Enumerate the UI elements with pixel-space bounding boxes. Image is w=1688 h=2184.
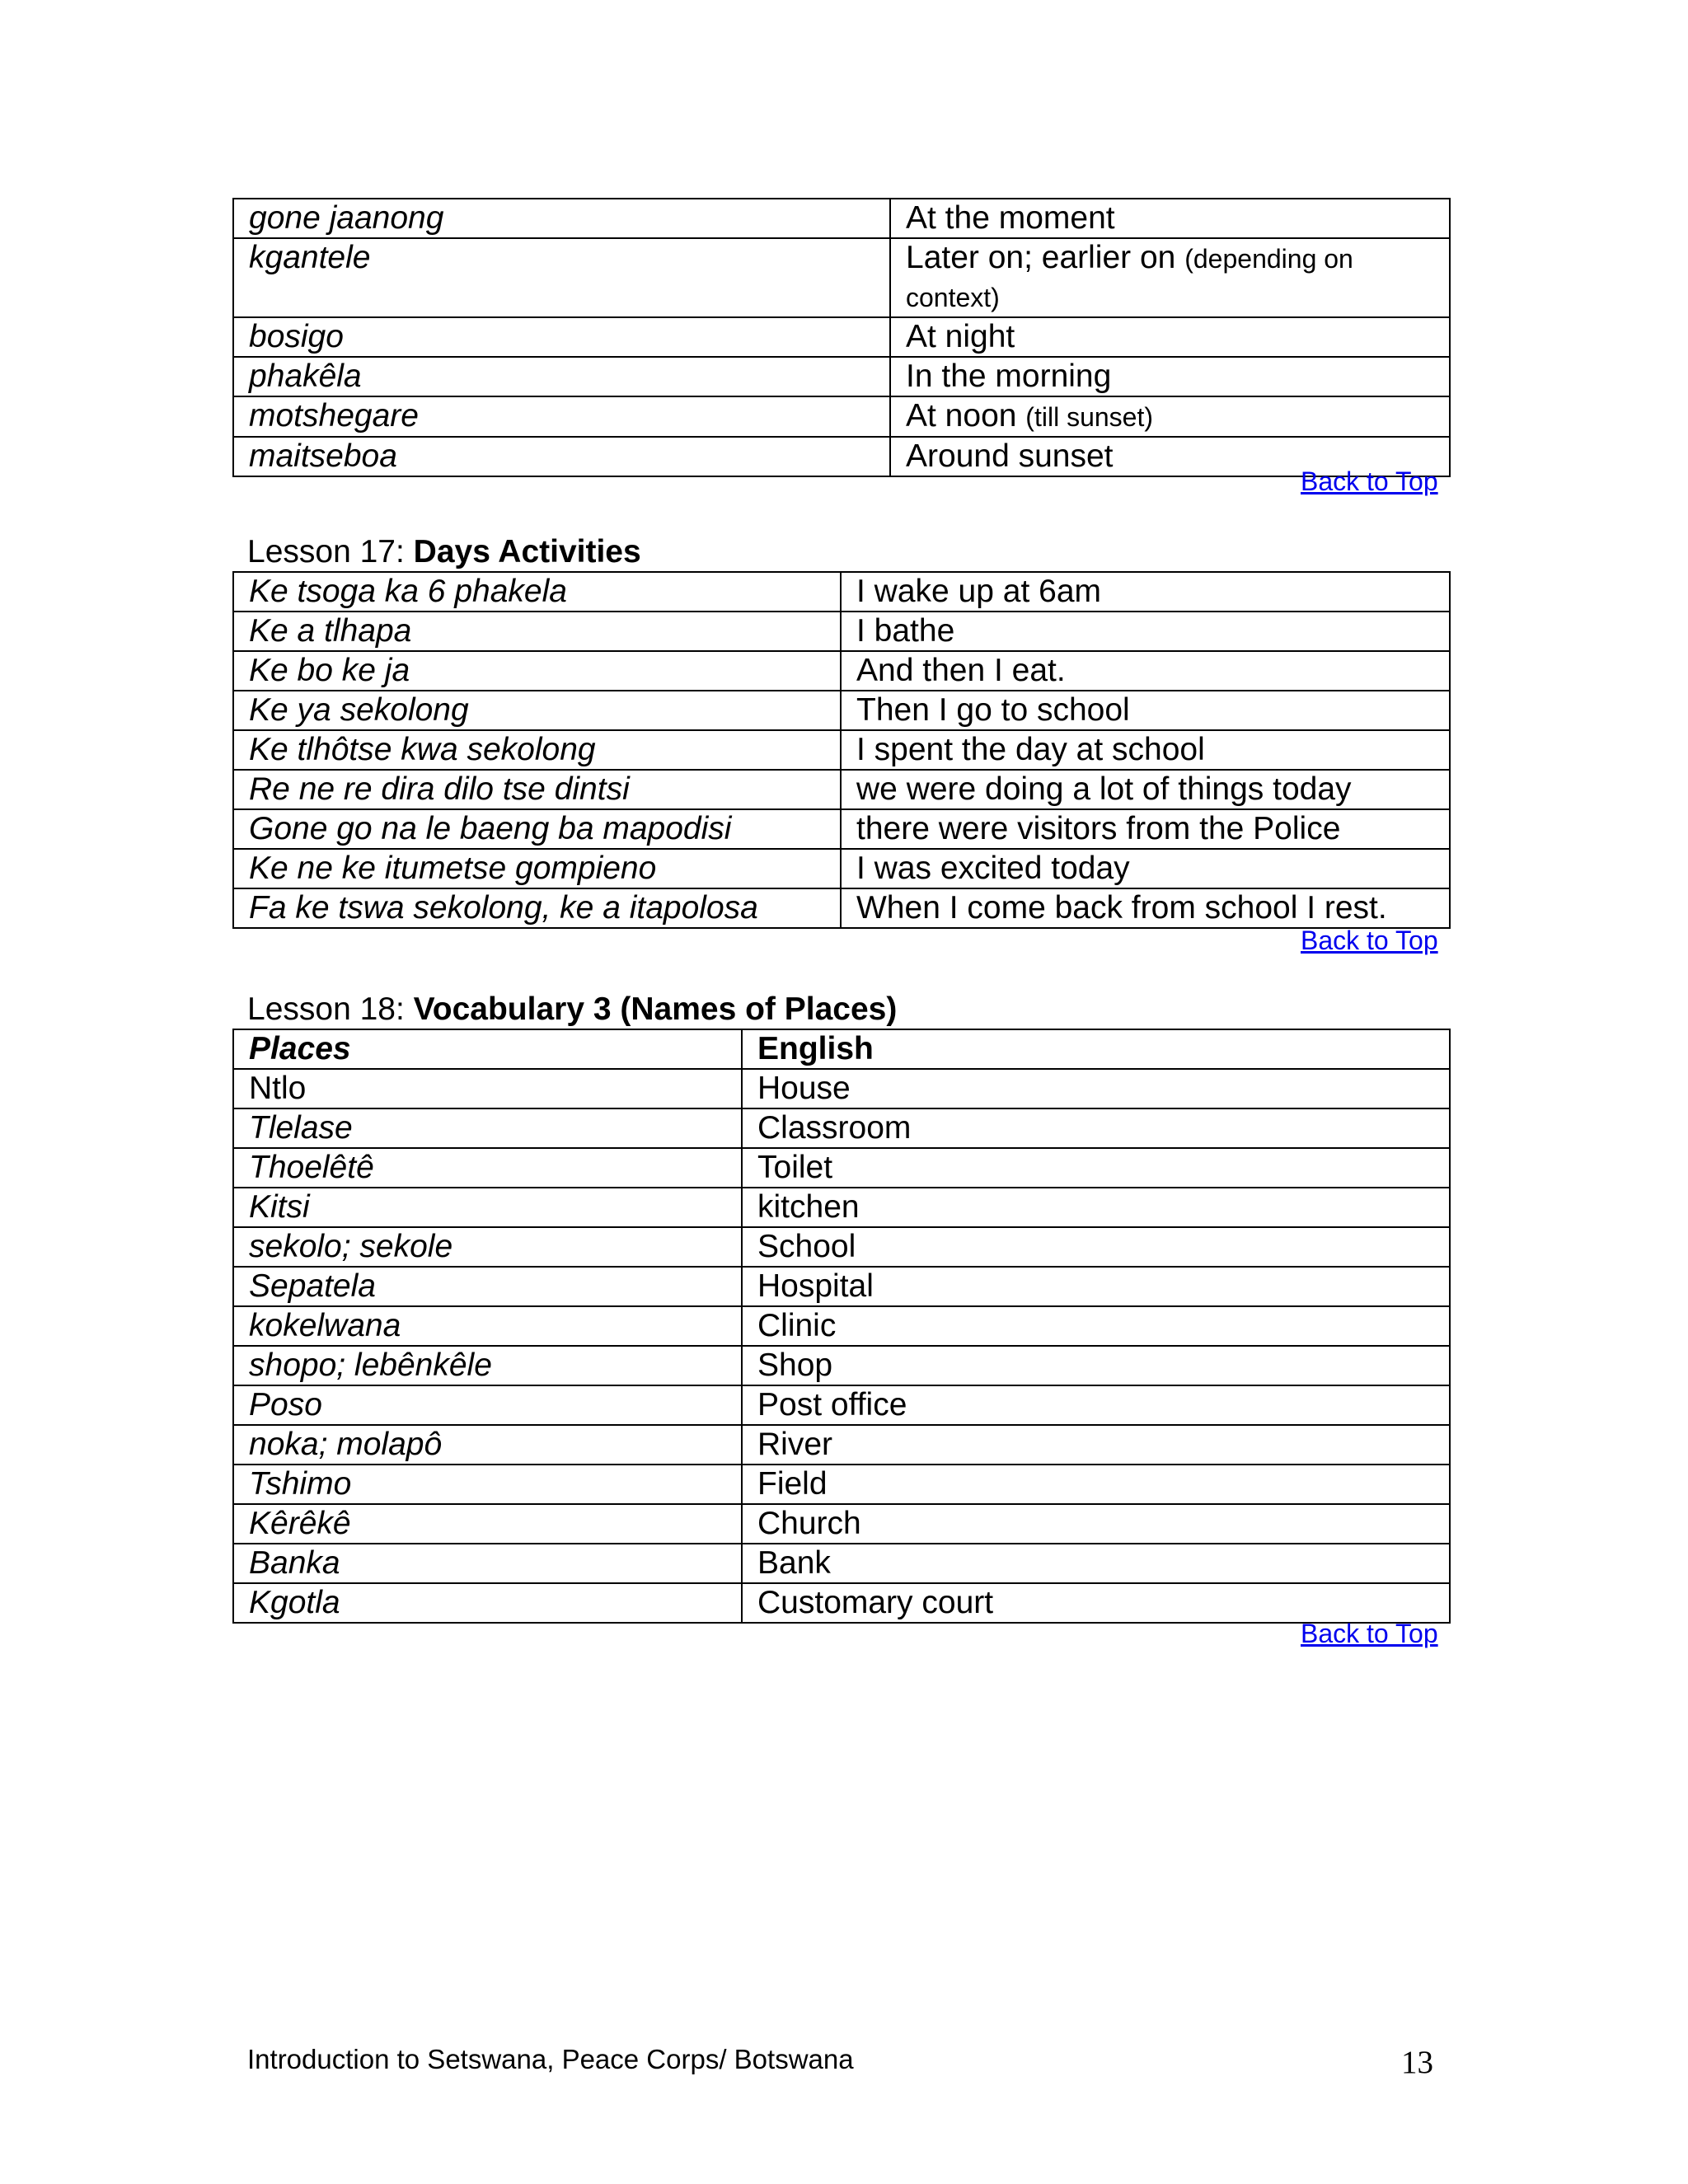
english-cell: Shop bbox=[742, 1346, 1450, 1385]
english-cell: there were visitors from the Police bbox=[841, 809, 1450, 849]
table-row bbox=[233, 317, 1450, 357]
setswana-cell: Ke ne ke itumetse gompieno bbox=[233, 849, 841, 888]
table-row bbox=[233, 572, 1450, 612]
setswana-cell: maitseboa bbox=[233, 437, 890, 476]
place-cell: sekolo; sekole bbox=[233, 1227, 742, 1267]
setswana-cell: bosigo bbox=[233, 317, 890, 357]
lesson18-header-row bbox=[233, 1029, 1450, 1069]
setswana-cell: Fa ke tswa sekolong, ke a itapolosa bbox=[233, 888, 841, 928]
table-row bbox=[233, 1583, 1450, 1623]
back-to-top-link-2[interactable]: Back to Top bbox=[1301, 926, 1438, 955]
english-text: In the morning bbox=[906, 359, 1112, 394]
english-cell: River bbox=[742, 1425, 1450, 1465]
place-cell: Poso bbox=[233, 1385, 742, 1425]
back-to-top-link-3[interactable]: Back to Top bbox=[1301, 1619, 1438, 1648]
english-text: At night bbox=[906, 319, 1015, 354]
table-row bbox=[233, 612, 1450, 651]
time-expressions-table bbox=[232, 198, 1451, 477]
table-row bbox=[233, 199, 1450, 238]
english-cell: School bbox=[742, 1227, 1450, 1267]
lesson17-heading bbox=[247, 534, 641, 570]
table-row bbox=[233, 1465, 1450, 1504]
footer-text: Introduction to Setswana, Peace Corps/ Botswana bbox=[247, 2044, 854, 2074]
english-cell bbox=[890, 238, 1450, 317]
english-cell: Customary court bbox=[742, 1583, 1450, 1623]
table-row bbox=[233, 437, 1450, 476]
table-row bbox=[233, 691, 1450, 730]
place-cell: shopo; lebênkêle bbox=[233, 1346, 742, 1385]
place-cell: Sepatela bbox=[233, 1267, 742, 1306]
table-row bbox=[233, 888, 1450, 928]
english-cell: Hospital bbox=[742, 1267, 1450, 1306]
english-cell: Church bbox=[742, 1504, 1450, 1544]
english-cell: I bathe bbox=[841, 612, 1450, 651]
lesson18-prefix: Lesson 18: bbox=[247, 991, 414, 1027]
english-cell bbox=[890, 396, 1450, 437]
english-cell: Post office bbox=[742, 1385, 1450, 1425]
lesson17-table bbox=[232, 571, 1451, 929]
setswana-cell: Ke ya sekolong bbox=[233, 691, 841, 730]
place-cell: Kitsi bbox=[233, 1188, 742, 1227]
table-row bbox=[233, 1346, 1450, 1385]
lesson18-title: Vocabulary 3 (Names of Places) bbox=[413, 991, 898, 1027]
table-row bbox=[233, 1148, 1450, 1188]
place-cell: Ntlo bbox=[233, 1069, 742, 1108]
lesson18-heading bbox=[247, 991, 897, 1028]
place-cell: Banka bbox=[233, 1544, 742, 1583]
english-cell: Then I go to school bbox=[841, 691, 1450, 730]
english-cell bbox=[890, 317, 1450, 357]
setswana-cell: gone jaanong bbox=[233, 199, 890, 238]
english-cell: I was excited today bbox=[841, 849, 1450, 888]
english-note: (till sunset) bbox=[1025, 402, 1153, 432]
english-cell bbox=[890, 357, 1450, 396]
english-text: At the moment bbox=[906, 200, 1115, 236]
table-row bbox=[233, 1108, 1450, 1148]
table-row bbox=[233, 1504, 1450, 1544]
english-cell: I wake up at 6am bbox=[841, 572, 1450, 612]
table-row bbox=[233, 849, 1450, 888]
setswana-cell: Ke tsoga ka 6 phakela bbox=[233, 572, 841, 612]
english-cell: I spent the day at school bbox=[841, 730, 1450, 770]
table-row bbox=[233, 357, 1450, 396]
english-cell bbox=[890, 199, 1450, 238]
setswana-cell: Ke tlhôtse kwa sekolong bbox=[233, 730, 841, 770]
place-cell: Tshimo bbox=[233, 1465, 742, 1504]
lesson18-body bbox=[233, 1029, 1450, 1623]
place-cell: Thoelêtê bbox=[233, 1148, 742, 1188]
time-expressions-body bbox=[233, 199, 1450, 476]
english-cell: we were doing a lot of things today bbox=[841, 770, 1450, 809]
english-cell: And then I eat. bbox=[841, 651, 1450, 691]
table-row bbox=[233, 651, 1450, 691]
page-number: 13 bbox=[1401, 2045, 1433, 2080]
english-text: Around sunset bbox=[906, 438, 1114, 474]
place-cell: Tlelase bbox=[233, 1108, 742, 1148]
english-cell: Bank bbox=[742, 1544, 1450, 1583]
lesson17-body bbox=[233, 572, 1450, 928]
place-cell: kokelwana bbox=[233, 1306, 742, 1346]
setswana-cell: Re ne re dira dilo tse dintsi bbox=[233, 770, 841, 809]
place-cell: Kgotla bbox=[233, 1583, 742, 1623]
table-row bbox=[233, 1267, 1450, 1306]
setswana-cell: kgantele bbox=[233, 238, 890, 317]
english-cell: Field bbox=[742, 1465, 1450, 1504]
back-to-top-link-1[interactable]: Back to Top bbox=[1301, 466, 1438, 496]
table-row bbox=[233, 730, 1450, 770]
places-header: Places bbox=[233, 1029, 742, 1069]
lesson18-table bbox=[232, 1029, 1451, 1624]
setswana-cell: Ke a tlhapa bbox=[233, 612, 841, 651]
setswana-cell: Gone go na le baeng ba mapodisi bbox=[233, 809, 841, 849]
table-row bbox=[233, 1385, 1450, 1425]
table-row bbox=[233, 1544, 1450, 1583]
english-cell: Toilet bbox=[742, 1148, 1450, 1188]
table-row bbox=[233, 1069, 1450, 1108]
english-cell: kitchen bbox=[742, 1188, 1450, 1227]
table-row bbox=[233, 1227, 1450, 1267]
table-row bbox=[233, 1425, 1450, 1465]
table-row bbox=[233, 396, 1450, 437]
english-note: (depending on context) bbox=[906, 244, 1353, 312]
english-text: At noon bbox=[906, 398, 1017, 434]
english-cell: When I come back from school I rest. bbox=[841, 888, 1450, 928]
lesson17-title: Days Activities bbox=[413, 534, 641, 569]
table-row bbox=[233, 809, 1450, 849]
place-cell: Kêrêkê bbox=[233, 1504, 742, 1544]
setswana-cell: motshegare bbox=[233, 396, 890, 437]
setswana-cell: Ke bo ke ja bbox=[233, 651, 841, 691]
table-row bbox=[233, 238, 1450, 317]
place-cell: noka; molapô bbox=[233, 1425, 742, 1465]
table-row bbox=[233, 1306, 1450, 1346]
english-cell: Classroom bbox=[742, 1108, 1450, 1148]
setswana-cell: phakêla bbox=[233, 357, 890, 396]
english-cell: Clinic bbox=[742, 1306, 1450, 1346]
table-row bbox=[233, 1188, 1450, 1227]
lesson17-prefix: Lesson 17: bbox=[247, 534, 414, 569]
english-header: English bbox=[742, 1029, 1450, 1069]
english-text: Later on; earlier on bbox=[906, 240, 1176, 275]
table-row bbox=[233, 770, 1450, 809]
english-cell: House bbox=[742, 1069, 1450, 1108]
